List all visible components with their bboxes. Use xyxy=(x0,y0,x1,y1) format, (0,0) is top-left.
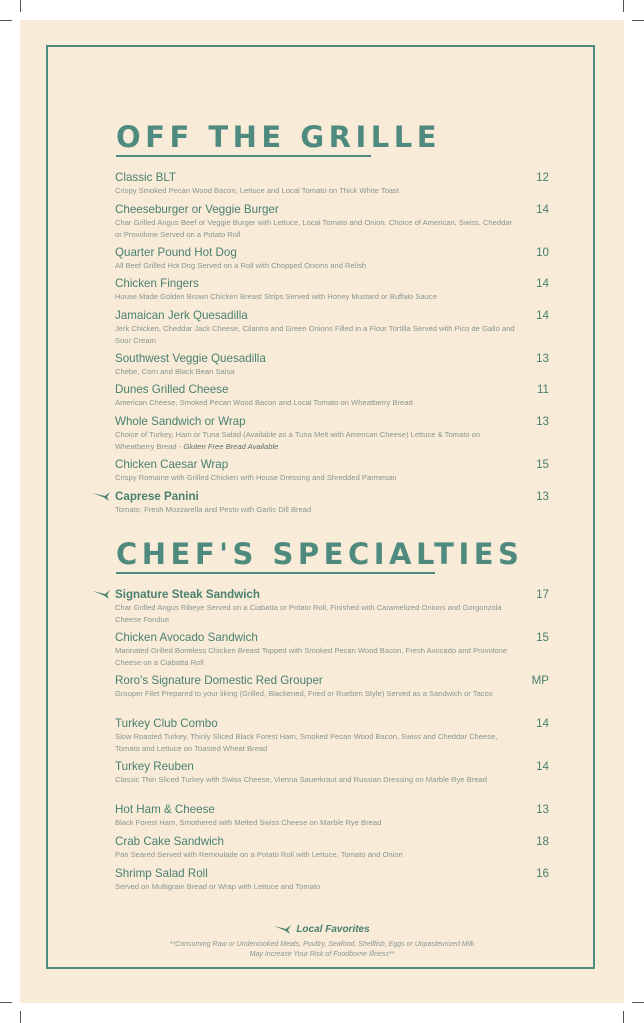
local-favorite-bird-icon xyxy=(93,491,111,502)
bird-icon xyxy=(274,924,292,935)
local-favorite-bird-icon xyxy=(93,589,111,600)
section-title-underline xyxy=(116,572,435,574)
section-title-off-the-grille: OFF THE GRILLE xyxy=(116,120,442,154)
item-name: Turkey Club Combo xyxy=(115,717,218,730)
item-description-text: Choice of Turkey, Ham or Tuna Salad (Available as a Tuna Melt with American Cheese) Lettuce & Tomato on Wheatberry Bread - xyxy=(115,430,481,451)
item-price: 15 xyxy=(536,458,549,471)
legend-label: Local Favorites xyxy=(296,924,370,936)
item-description: Slow Roasted Turkey, Thinly Sliced Black Forest Ham, Smoked Pecan Wood Bacon, Swiss and Cheddar Cheese, Tomato and Lettuce on Toasted Wheat Bread xyxy=(115,732,498,753)
item-price: 14 xyxy=(536,203,549,216)
local-favorites-legend xyxy=(20,924,624,935)
gluten-free-note: Gluten Free Bread Available xyxy=(183,441,279,451)
item-description: Tomato, Fresh Mozzarella and Pesto with Garlic Dill Bread xyxy=(115,505,312,514)
item-price: 14 xyxy=(536,760,549,773)
menu-item xyxy=(115,309,550,346)
menu-item xyxy=(115,588,550,625)
item-name: Jamaican Jerk Quesadilla xyxy=(115,309,248,322)
item-name: Chicken Avocado Sandwich xyxy=(115,631,258,644)
section-title-chefs-specialties: CHEF'S SPECIALTIES xyxy=(116,537,524,571)
menu-page xyxy=(20,20,624,1003)
menu-item xyxy=(115,171,550,197)
crop-mark xyxy=(623,0,624,12)
item-description: Grouper Filet Prepared to your liking (Grilled, Blackened, Fried or Rueben Style) Served as a Sandwich or Tacos xyxy=(115,689,493,698)
item-name: Caprese Panini xyxy=(115,490,199,503)
item-price: 14 xyxy=(536,309,549,322)
menu-item xyxy=(115,352,550,378)
item-name: Shrimp Salad Roll xyxy=(115,867,208,880)
item-name: Quarter Pound Hot Dog xyxy=(115,246,237,259)
item-name: Chicken Caesar Wrap xyxy=(115,458,229,471)
notice-line: **Consuming Raw or Undercooked Meats, Poultry, Seafood, Shellfish, Eggs or Unpasteurized Milk xyxy=(169,941,475,948)
menu-item xyxy=(115,203,550,240)
item-description: Crispy Smoked Pecan Wood Bacon, Lettuce and Local Tomato on Thick White Toast xyxy=(115,186,399,195)
item-price: 17 xyxy=(536,588,549,601)
item-price: 13 xyxy=(536,415,549,428)
item-description: Marinated Grilled Boneless Chicken Breast Topped with Smoked Pecan Wood Bacon, Fresh Avocado and Provolone Cheese on a Ciabatta Roll xyxy=(115,646,508,667)
item-description: American Cheese, Smoked Pecan Wood Bacon and Local Tomato on Wheatberry Bread xyxy=(115,398,413,407)
item-name: Dunes Grilled Cheese xyxy=(115,383,229,396)
item-name: Crab Cake Sandwich xyxy=(115,835,224,848)
crop-mark xyxy=(632,20,644,21)
menu-item xyxy=(115,415,550,452)
item-description xyxy=(115,429,515,452)
food-safety-notice xyxy=(20,940,624,960)
item-price: 18 xyxy=(536,835,549,848)
item-price: 11 xyxy=(536,383,549,396)
crop-mark xyxy=(632,1002,644,1003)
item-name: Turkey Reuben xyxy=(115,760,194,773)
menu-item xyxy=(115,760,550,786)
menu-item xyxy=(115,674,550,700)
item-price: 14 xyxy=(536,277,549,290)
crop-mark xyxy=(20,0,21,12)
item-name: Whole Sandwich or Wrap xyxy=(115,415,246,428)
crop-mark xyxy=(0,1002,12,1003)
menu-item xyxy=(115,490,550,516)
item-price: 16 xyxy=(536,867,549,880)
menu-item xyxy=(115,458,550,484)
item-description: Crispy Romaine with Grilled Chicken with House Dressing and Shredded Parmesan xyxy=(115,473,397,482)
item-name: Hot Ham & Cheese xyxy=(115,803,215,816)
item-price: 10 xyxy=(536,246,549,259)
item-price: 12 xyxy=(536,171,549,184)
item-name: Roro's Signature Domestic Red Grouper xyxy=(115,674,323,687)
menu-item xyxy=(115,277,550,303)
item-description: Black Forest Ham, Smothered with Melted Swiss Cheese on Marble Rye Bread xyxy=(115,818,382,827)
item-description: Char Grilled Angus Ribeye Served on a Ciabatta or Potato Roll, Finished with Caramelized Onions and Gorgonzola Cheese Fondue xyxy=(115,603,502,624)
crop-mark xyxy=(0,20,12,21)
item-description: All Beef Grilled Hot Dog Served on a Roll with Chopped Onions and Relish xyxy=(115,261,367,270)
menu-item xyxy=(115,835,550,861)
item-description: Chebe, Corn and Black Bean Salsa xyxy=(115,367,235,376)
item-price: 13 xyxy=(536,490,549,503)
item-name: Cheeseburger or Veggie Burger xyxy=(115,203,279,216)
section-title-underline xyxy=(116,155,371,157)
item-description: House Made Golden Brown Chicken Breast Strips Served with Honey Mustard or Buffalo Sauce xyxy=(115,292,437,301)
item-name: Chicken Fingers xyxy=(115,277,199,290)
menu-item xyxy=(115,246,550,272)
item-description: Char Grilled Angus Beef or Veggie Burger with Lettuce, Local Tomato and Onion. Choice of American, Swiss, Cheddar or Provolone Served on a Potato Roll xyxy=(115,218,513,239)
item-description: Jerk Chicken, Cheddar Jack Cheese, Cilantro and Green Onions Filled in a Flour Tortilla Served with Pico de Gallo and Sour Cream xyxy=(115,324,515,345)
notice-line: May Increase Your Risk of Foodborne Illness** xyxy=(249,951,395,958)
item-description: Classic Thin Sliced Turkey with Swiss Cheese, Vienna Sauerkraut and Russian Dressing on Marble Rye Bread xyxy=(115,775,487,784)
item-price: 13 xyxy=(536,352,549,365)
item-price: 15 xyxy=(536,631,549,644)
item-description: Served on Multigrain Bread or Wrap with Lettuce and Tomato xyxy=(115,882,321,891)
menu-item xyxy=(115,631,550,668)
item-price: MP xyxy=(531,674,549,687)
menu-item xyxy=(115,717,550,754)
menu-item xyxy=(115,803,550,829)
menu-item xyxy=(115,867,550,893)
item-name: Signature Steak Sandwich xyxy=(115,588,260,601)
item-price: 14 xyxy=(536,717,549,730)
item-price: 13 xyxy=(536,803,549,816)
item-name: Classic BLT xyxy=(115,171,176,184)
item-description: Pan Seared Served with Remoulade on a Potato Roll with Lettuce, Tomato and Onion xyxy=(115,850,403,859)
crop-mark xyxy=(20,1011,21,1023)
crop-mark xyxy=(623,1011,624,1023)
item-name: Southwest Veggie Quesadilla xyxy=(115,352,266,365)
menu-item xyxy=(115,383,550,409)
